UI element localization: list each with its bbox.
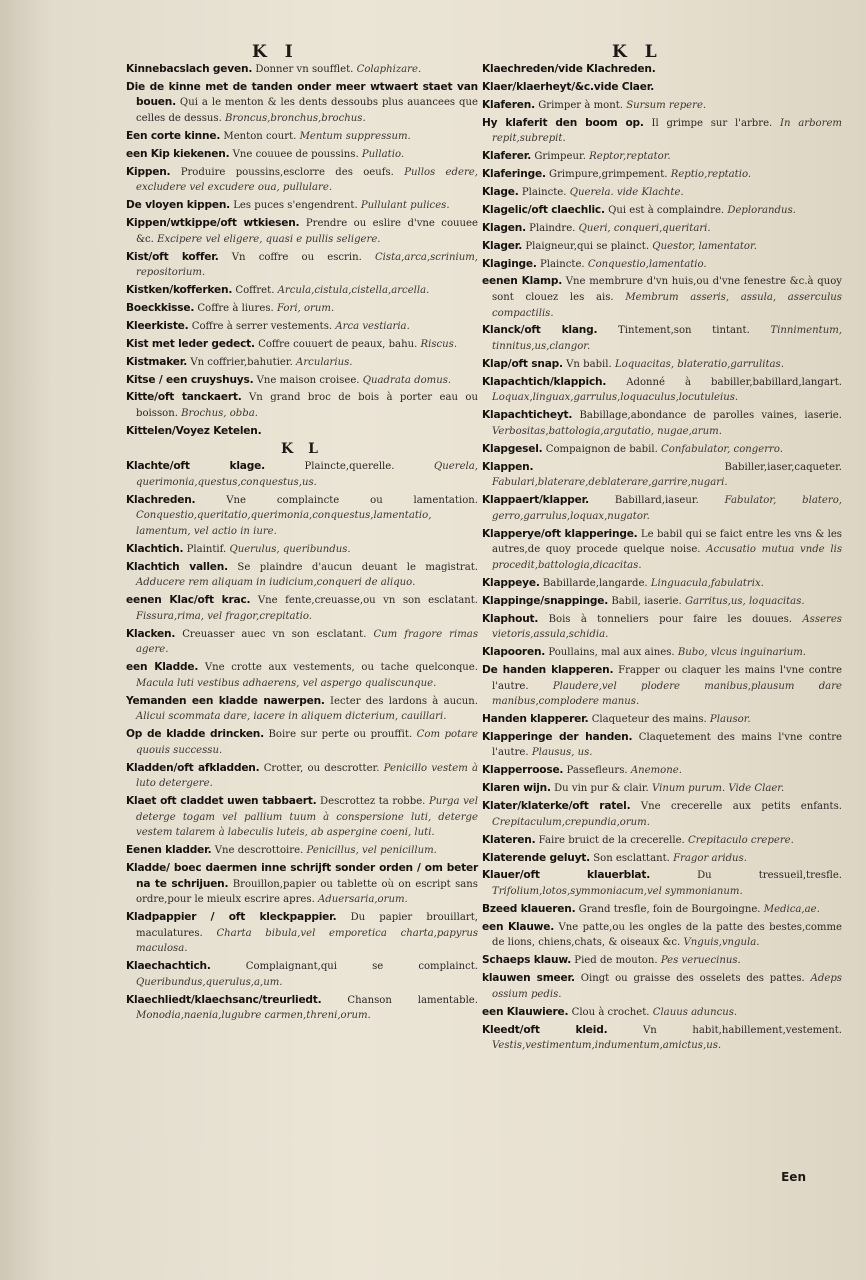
latin-definition: Fabulator, blatero, gerro,garrulus,loquax,nugator. bbox=[492, 495, 842, 522]
headword: een Klauwe. bbox=[482, 920, 555, 933]
latin-definition: Loquax,linguax,garrulus,loquaculus,locutuleius. bbox=[492, 392, 739, 404]
headword: Op de kladde drincken. bbox=[126, 728, 264, 741]
french-definition: Vne couuee de poussins. bbox=[232, 148, 359, 160]
headword: Bzeed klaueren. bbox=[482, 902, 576, 915]
dictionary-entry bbox=[482, 185, 842, 201]
french-definition: Donner vn soufflet. bbox=[255, 64, 354, 75]
headword: Klapooren. bbox=[482, 646, 546, 659]
dictionary-entry bbox=[126, 250, 478, 281]
headword: Kladde/ boec daermen inne schrijft sonder orden / om beter na te schrijuen. bbox=[126, 862, 478, 890]
dictionary-entry bbox=[482, 799, 842, 830]
headword: Klagen. bbox=[482, 221, 526, 234]
dictionary-entry bbox=[482, 1005, 842, 1021]
dictionary-entry bbox=[482, 257, 842, 273]
dictionary-entry bbox=[126, 319, 478, 335]
french-definition: Du tressueil,tresfle. bbox=[697, 870, 842, 882]
dictionary-entry bbox=[482, 594, 842, 610]
french-definition: Iecter des lardons à aucun. bbox=[330, 695, 478, 707]
french-definition: Claquetement des mains l'vne contre l'autre. bbox=[492, 731, 842, 759]
dictionary-entry bbox=[482, 527, 842, 574]
dictionary-entry bbox=[482, 203, 842, 219]
headword: Klaferinge. bbox=[482, 168, 546, 181]
latin-definition: Aduersaria,orum. bbox=[318, 894, 408, 906]
french-definition: Faire bruict de la crecerelle. bbox=[538, 834, 685, 846]
french-definition: Vne fente,creuasse,ou vn son esclatant. bbox=[257, 595, 478, 607]
page-header-right: K L bbox=[612, 42, 663, 62]
french-definition: Grand tresfle, foin de Bourgoingne. bbox=[578, 903, 761, 915]
latin-definition: Plausor. bbox=[709, 713, 751, 725]
dictionary-entry bbox=[482, 274, 842, 321]
french-definition: Grimpeur. bbox=[534, 151, 586, 163]
dictionary-entry bbox=[482, 80, 842, 96]
headword: Klapachticheyt. bbox=[482, 409, 573, 422]
french-definition: Oingt ou graisse des osselets des pattes. bbox=[580, 973, 805, 985]
dictionary-entry bbox=[482, 375, 842, 406]
french-definition: Coffre couuert de peaux, bahu. bbox=[258, 338, 418, 350]
headword: een Klauwiere. bbox=[482, 1005, 569, 1018]
french-definition: Prendre ou eslire d'vne couuee &c. bbox=[136, 218, 478, 245]
dictionary-entry bbox=[482, 98, 842, 114]
latin-definition: Asseres vietoris,assula,schidia. bbox=[492, 613, 842, 641]
french-definition: Babillarde,langarde. bbox=[542, 577, 648, 589]
dictionary-entry bbox=[126, 727, 478, 758]
dictionary-entry bbox=[126, 198, 478, 214]
headword: Klaechliedt/klaechsanc/treurliedt. bbox=[126, 993, 322, 1006]
dictionary-entry bbox=[126, 459, 478, 490]
french-definition: Babillage,abondance de parolles vaines, iaserie. bbox=[579, 410, 842, 422]
latin-definition: Macula luti vestibus adhaerens, vel aspergo qualiscunque. bbox=[136, 677, 437, 689]
latin-definition: Brochus, obba. bbox=[181, 408, 258, 420]
headword: Schaeps klauw. bbox=[482, 954, 572, 967]
french-definition: Tintement,son tintant. bbox=[617, 325, 750, 337]
headword: De handen klapperen. bbox=[482, 663, 614, 676]
dictionary-entry bbox=[482, 868, 842, 899]
french-definition: Vne crotte aux vestements, ou tache quelconque. bbox=[204, 662, 478, 674]
latin-definition: Clauus aduncus. bbox=[652, 1006, 738, 1018]
dictionary-entry bbox=[482, 953, 842, 969]
headword: Kist/oft koffer. bbox=[126, 250, 219, 263]
headword: Klaechreden/vide Klachreden. bbox=[482, 63, 656, 75]
french-definition: Les puces s'engendrent. bbox=[233, 200, 358, 212]
headword: Kippen/wtkippe/oft wtkiesen. bbox=[126, 217, 300, 230]
latin-definition: Pullos edere, excludere vel excudere oua, pullulare. bbox=[136, 166, 478, 194]
dictionary-entry bbox=[482, 149, 842, 165]
dictionary-entry bbox=[126, 560, 478, 591]
latin-definition: Penicillo vestem à luto detergere. bbox=[136, 762, 478, 790]
latin-definition: Arcularius. bbox=[296, 356, 353, 368]
french-definition: Grimper à mont. bbox=[538, 99, 623, 111]
dictionary-entry bbox=[482, 730, 842, 761]
dictionary-entry bbox=[482, 116, 842, 147]
latin-definition: Arca vestiaria. bbox=[335, 320, 410, 332]
latin-definition: Reptor,reptator. bbox=[589, 151, 671, 163]
latin-definition: Mentum suppressum. bbox=[299, 130, 411, 142]
dictionary-entry bbox=[482, 221, 842, 237]
french-definition: Frapper ou claquer les mains l'vne contre l'autre. bbox=[492, 664, 842, 692]
headword: Klaginge. bbox=[482, 257, 537, 270]
dictionary-entry bbox=[126, 761, 478, 792]
headword: Klapachtich/klappich. bbox=[482, 375, 607, 388]
french-definition: Compaignon de babil. bbox=[545, 443, 658, 455]
latin-definition: Conquestio,queritatio,querimonia,conquestus,lamentatio, lamentum, vel actio in iure. bbox=[136, 510, 432, 538]
latin-definition: Accusatio mutua vnde lis procedit,battologia,dicacitas. bbox=[492, 544, 843, 571]
latin-definition: Vnguis,vngula. bbox=[683, 937, 760, 949]
french-definition: Vn habit,habillement,vestement. bbox=[643, 1024, 842, 1036]
dictionary-entry bbox=[126, 493, 478, 540]
latin-definition: Fissura,rima, vel fragor,crepitatio. bbox=[136, 610, 312, 622]
dictionary-entry bbox=[482, 442, 842, 458]
dictionary-entry bbox=[482, 781, 842, 797]
latin-definition: Pullatio. bbox=[361, 148, 405, 160]
french-definition: Vne descrottoire. bbox=[214, 845, 304, 857]
headword: Klateren. bbox=[482, 833, 536, 846]
headword: Klaet oft claddet uwen tabbaert. bbox=[126, 795, 317, 808]
headword: Boeckkisse. bbox=[126, 301, 195, 314]
dictionary-entry bbox=[126, 593, 478, 624]
headword: De vloyen kippen. bbox=[126, 199, 230, 212]
dictionary-entry bbox=[482, 763, 842, 779]
headword: Klachtich. bbox=[126, 542, 184, 555]
french-definition: Vn grand broc de bois à porter eau ou boisson. bbox=[136, 392, 478, 420]
latin-definition: Loquacitas, blateratio,garrulitas. bbox=[614, 358, 784, 370]
french-definition: Adonné à babiller,babillard,langart. bbox=[626, 376, 842, 388]
dictionary-entry bbox=[126, 355, 478, 371]
dictionary-entry bbox=[482, 460, 842, 491]
french-definition: Plaigneur,qui se plainct. bbox=[525, 240, 650, 252]
french-definition: Il grimpe sur l'arbre. bbox=[651, 117, 773, 129]
headword: Klappaert/klapper. bbox=[482, 494, 589, 507]
french-definition: Qui est à complaindre. bbox=[608, 204, 725, 216]
headword: Kittelen/Voyez Ketelen. bbox=[126, 424, 262, 437]
dictionary-entry bbox=[482, 851, 842, 867]
dictionary-entry bbox=[482, 357, 842, 373]
dictionary-entry bbox=[126, 165, 478, 196]
dictionary-entry bbox=[482, 663, 842, 710]
latin-definition: Com potare quouis successu. bbox=[136, 729, 478, 756]
french-definition: Le babil qui se faict entre les vns & les autres,de quoy procede quelque noise. bbox=[492, 528, 842, 556]
headword: Klaferer. bbox=[482, 150, 532, 163]
headword: Klaechachtich. bbox=[126, 960, 211, 973]
french-definition: Babillard,iaseur. bbox=[614, 495, 699, 507]
french-definition: Passefleurs. bbox=[566, 765, 628, 777]
french-definition: Vne membrure d'vn huis,ou d'vne fenestre &c.à quoy sont clouez les ais. bbox=[492, 276, 842, 303]
dictionary-entry bbox=[126, 794, 478, 841]
headword: Yemanden een kladde nawerpen. bbox=[126, 694, 325, 707]
dictionary-entry bbox=[126, 993, 478, 1024]
latin-definition: Anemone. bbox=[630, 765, 682, 777]
dictionary-entry bbox=[482, 833, 842, 849]
headword: Klapgesel. bbox=[482, 442, 543, 455]
latin-definition: Fabulari,blaterare,deblaterare,garrire,nugari. bbox=[492, 477, 728, 489]
latin-definition: In arborem repit,subrepit. bbox=[492, 117, 843, 145]
dictionary-entry bbox=[126, 910, 478, 957]
page-header-left: K I bbox=[252, 42, 299, 62]
french-definition: Plaincte,querelle. bbox=[304, 461, 395, 473]
dictionary-entry bbox=[482, 902, 842, 918]
french-definition: Poullains, mal aux aines. bbox=[548, 647, 675, 659]
latin-definition: Membrum asseris, assula, asserculus compactilis. bbox=[492, 291, 842, 319]
latin-definition: Crepitaculo crepere. bbox=[687, 834, 794, 846]
dictionary-entry bbox=[126, 390, 478, 421]
french-definition: Claqueteur des mains. bbox=[591, 713, 707, 725]
latin-definition: Querela, querimonia,questus,conquestus,us. bbox=[136, 461, 479, 488]
latin-definition: Deplorandus. bbox=[727, 204, 796, 216]
headword: Kladden/oft afkladden. bbox=[126, 761, 260, 774]
headword: Eenen kladder. bbox=[126, 844, 212, 857]
headword: Hy klaferit den boom op. bbox=[482, 116, 644, 129]
dictionary-entry bbox=[482, 576, 842, 592]
headword: eenen Klac/oft krac. bbox=[126, 594, 251, 607]
french-definition: Coffre à liures. bbox=[197, 302, 274, 314]
dictionary-entry bbox=[126, 627, 478, 658]
dictionary-entry bbox=[482, 62, 842, 78]
latin-definition: Fragor aridus. bbox=[673, 852, 747, 864]
latin-definition: Excipere vel eligere, quasi e pullis seligere. bbox=[157, 233, 381, 245]
headword: Kist met leder gedect. bbox=[126, 337, 255, 350]
latin-definition: Sursum repere. bbox=[626, 99, 707, 111]
french-definition: Vne maison croisee. bbox=[256, 374, 360, 386]
headword: Klappeye. bbox=[482, 576, 540, 589]
headword: Klachtich vallen. bbox=[126, 560, 228, 573]
french-definition: Plaincte. bbox=[521, 186, 567, 198]
headword: Kladpappier / oft kleckpappier. bbox=[126, 911, 337, 924]
dictionary-entry bbox=[126, 694, 478, 725]
headword: Klaferen. bbox=[482, 98, 535, 111]
dictionary-entry bbox=[482, 167, 842, 183]
dictionary-entry bbox=[126, 337, 478, 353]
dictionary-entry bbox=[126, 542, 478, 558]
latin-definition: Charta bibula,vel emporetica charta,papyrus maculosa. bbox=[136, 927, 478, 955]
headword: Klapperroose. bbox=[482, 764, 564, 777]
dictionary-entry bbox=[126, 62, 478, 78]
french-definition: Grimpure,grimpement. bbox=[549, 169, 668, 181]
headword: Handen klapperer. bbox=[482, 712, 589, 725]
headword: Die de kinne met de tanden onder meer wtwaert staet van bouen. bbox=[126, 80, 478, 109]
right-column bbox=[482, 62, 842, 1056]
french-definition: Plaintif. bbox=[186, 543, 227, 555]
dictionary-entry bbox=[482, 1023, 842, 1054]
latin-definition: Garritus,us, loquacitas. bbox=[684, 595, 805, 607]
latin-definition: Linguacula,fabulatrix. bbox=[650, 577, 764, 589]
headword: Klaphout. bbox=[482, 612, 539, 625]
french-definition: Vn babil. bbox=[566, 358, 612, 370]
latin-definition: Purga vel deterge togam vel pallium tuum à conspersione luti, deterge vestem talarem à labeculis luteis, ab aspergine coeni, luti. bbox=[136, 796, 478, 839]
headword: klauwen smeer. bbox=[482, 972, 575, 985]
french-definition: Vne patte,ou les ongles de la patte des bestes,comme de lions, chiens,chats, & oiseaux &c. bbox=[492, 921, 843, 949]
dictionary-entry bbox=[482, 323, 842, 354]
french-definition: Vn coffre ou escrin. bbox=[231, 251, 362, 263]
headword: Kinnebacslach geven. bbox=[126, 63, 253, 75]
headword: Klachreden. bbox=[126, 493, 196, 506]
dictionary-entry bbox=[482, 493, 842, 524]
french-definition: Vne crecerelle aux petits enfants. bbox=[640, 801, 842, 813]
dictionary-entry bbox=[482, 971, 842, 1002]
french-definition: Complaignant,qui se complainct. bbox=[245, 961, 478, 973]
dictionary-entry bbox=[482, 712, 842, 728]
headword: Kitse / een cruyshuys. bbox=[126, 373, 254, 386]
latin-definition: Questor, lamentator. bbox=[652, 240, 757, 252]
latin-definition: Vinum purum. Vide Claer. bbox=[651, 783, 785, 795]
french-definition: Clou à crochet. bbox=[571, 1006, 650, 1018]
headword: Een corte kinne. bbox=[126, 129, 221, 142]
latin-definition: Trifolium,lotos,symmoniacum,vel symmonianum. bbox=[492, 886, 743, 897]
french-definition: Coffret. bbox=[235, 285, 275, 297]
french-definition: Vn coffrier,bahutier. bbox=[190, 356, 293, 368]
dictionary-entry bbox=[126, 424, 478, 440]
latin-definition: Conquestio,lamentatio. bbox=[587, 258, 707, 270]
dictionary-entry bbox=[126, 216, 478, 247]
headword: Klapperinge der handen. bbox=[482, 730, 633, 743]
latin-definition: Bubo, vlcus inguinarium. bbox=[677, 647, 806, 659]
french-definition: Qui a le menton & les dents dessoubs plus auancees que celles de dessus. bbox=[136, 97, 478, 125]
latin-definition: Colaphizare. bbox=[356, 64, 422, 75]
dictionary-entry bbox=[126, 959, 478, 990]
latin-definition: Plaudere,vel plodere manibus,plausum dare manibus,complodere manus. bbox=[492, 680, 842, 708]
headword: Klager. bbox=[482, 239, 523, 252]
latin-definition: Plausus, us. bbox=[531, 747, 593, 759]
french-definition: Babil, iaserie. bbox=[611, 595, 682, 607]
french-definition: Produire poussins,esclorre des oeufs. bbox=[180, 166, 394, 178]
headword: Kippen. bbox=[126, 165, 171, 178]
french-definition: Plaincte. bbox=[539, 258, 585, 270]
headword: Klappinge/snappinge. bbox=[482, 594, 609, 607]
latin-definition: Broncus,bronchus,brochus. bbox=[225, 113, 366, 125]
latin-definition: Queribundus,querulus,a,um. bbox=[136, 976, 283, 988]
french-definition: Son esclattant. bbox=[593, 852, 670, 864]
headword: Klacken. bbox=[126, 627, 176, 640]
headword: Klagelic/oft claechlic. bbox=[482, 203, 605, 216]
catchword: Een bbox=[781, 1170, 806, 1184]
headword: eenen Klamp. bbox=[482, 275, 563, 288]
headword: Kistken/kofferken. bbox=[126, 284, 233, 297]
latin-definition: Pes veruecinus. bbox=[660, 955, 741, 967]
dictionary-entry bbox=[482, 645, 842, 661]
french-definition: Bois à tonneliers pour faire les douues. bbox=[548, 613, 793, 625]
dictionary-entry bbox=[126, 147, 478, 163]
headword: Klauer/oft klauerblat. bbox=[482, 869, 651, 882]
french-definition: Creuasser auec vn son esclatant. bbox=[182, 628, 367, 640]
latin-definition: Tinnimentum, tinnitus,us,clangor. bbox=[492, 325, 842, 353]
headword: Kleedt/oft kleid. bbox=[482, 1023, 608, 1036]
latin-definition: Monodia,naenia,lugubre carmen,threni,orum. bbox=[136, 1010, 371, 1022]
french-definition: Descrottez ta robbe. bbox=[320, 796, 426, 808]
latin-definition: Querulus, queribundus. bbox=[229, 543, 351, 555]
latin-definition: Queri, conqueri,queritari. bbox=[578, 222, 711, 234]
french-definition: Vne complaincte ou lamentation. bbox=[226, 494, 478, 506]
latin-definition: Penicillus, vel penicillum. bbox=[306, 845, 437, 857]
headword: Klappen. bbox=[482, 460, 534, 473]
left-column bbox=[126, 62, 478, 1026]
dictionary-entry bbox=[482, 239, 842, 255]
headword: Klaren wijn. bbox=[482, 782, 551, 795]
french-definition: Pied de mouton. bbox=[574, 955, 658, 967]
headword: Klachte/oft klage. bbox=[126, 460, 265, 473]
headword: een Kladde. bbox=[126, 661, 199, 674]
latin-definition: Cista,arca,scrinium, repositorium. bbox=[136, 251, 478, 279]
french-definition: Menton court. bbox=[223, 130, 297, 142]
latin-definition: Verbositas,battologia,argutatio, nugae,arum. bbox=[492, 425, 722, 437]
headword: Klaterende geluyt. bbox=[482, 851, 590, 864]
latin-definition: Arcula,cistula,cistella,arcella. bbox=[277, 285, 430, 297]
headword: Klaer/klaerheyt/&c.vide Claer. bbox=[482, 80, 655, 93]
dictionary-entry bbox=[126, 843, 478, 859]
section-letter: K L bbox=[281, 440, 323, 457]
headword: een Kip kiekenen. bbox=[126, 147, 230, 160]
headword: Klap/oft snap. bbox=[482, 357, 563, 370]
dictionary-entry bbox=[126, 861, 478, 908]
dictionary-entry bbox=[126, 301, 478, 317]
french-definition: Se plaindre d'aucun deuant le magistrat. bbox=[237, 561, 479, 573]
dictionary-entry bbox=[126, 660, 478, 691]
latin-definition: Reptio,reptatio. bbox=[670, 169, 752, 181]
french-definition: Brouillon,papier ou tablette où on escript sans ordre,pour le mieulx escrire apres. bbox=[136, 878, 478, 906]
latin-definition: Medica,ae. bbox=[763, 903, 820, 915]
latin-definition: Adeps ossium pedis. bbox=[492, 973, 842, 1000]
headword: Klanck/oft klang. bbox=[482, 324, 598, 337]
latin-definition: Pullulant pulices. bbox=[360, 200, 450, 212]
dictionary-entry bbox=[482, 920, 842, 951]
french-definition: Plaindre. bbox=[529, 222, 576, 234]
dictionary-entry bbox=[126, 373, 478, 389]
dictionary-entry bbox=[482, 612, 842, 643]
headword: Klage. bbox=[482, 185, 519, 198]
latin-definition: Riscus. bbox=[420, 338, 458, 350]
headword: Klater/klaterke/oft ratel. bbox=[482, 800, 631, 813]
latin-definition: Adducere rem aliquam in iudicium,conqueri de aliquo. bbox=[136, 577, 416, 589]
headword: Kitte/oft tanckaert. bbox=[126, 391, 242, 404]
french-definition: Coffre à serrer vestements. bbox=[191, 320, 333, 332]
french-definition: Babiller,iaser,caqueter. bbox=[724, 461, 842, 473]
dictionary-entry bbox=[482, 408, 842, 439]
latin-definition: Querela. vide Klachte. bbox=[569, 186, 684, 198]
latin-definition: Cum fragore rimas agere. bbox=[136, 628, 479, 656]
french-definition: Chanson lamentable. bbox=[347, 994, 478, 1006]
dictionary-entry bbox=[126, 129, 478, 145]
french-definition: Crotter, ou descrotter. bbox=[263, 762, 380, 774]
latin-definition: Vestis,vestimentum,indumentum,amictus,us. bbox=[492, 1040, 722, 1052]
latin-definition: Confabulator, congerro. bbox=[661, 443, 783, 455]
dictionary-entry bbox=[126, 283, 478, 299]
headword: Kleerkiste. bbox=[126, 319, 189, 332]
french-definition: Boire sur perte ou prouffit. bbox=[268, 729, 413, 741]
latin-definition: Alicui scommata dare, iacere in aliquem dicterium, cauillari. bbox=[136, 711, 447, 723]
latin-definition: Quadrata domus. bbox=[362, 374, 452, 386]
french-definition: Du vin pur & clair. bbox=[554, 783, 649, 795]
latin-definition: Fori, orum. bbox=[276, 302, 335, 314]
headword: Klapperye/oft klapperinge. bbox=[482, 527, 638, 540]
headword: Kistmaker. bbox=[126, 355, 188, 368]
dictionary-entry bbox=[126, 80, 478, 127]
latin-definition: Crepitaculum,crepundia,orum. bbox=[492, 816, 650, 828]
french-definition: Du papier brouillart, maculatures. bbox=[136, 912, 478, 939]
